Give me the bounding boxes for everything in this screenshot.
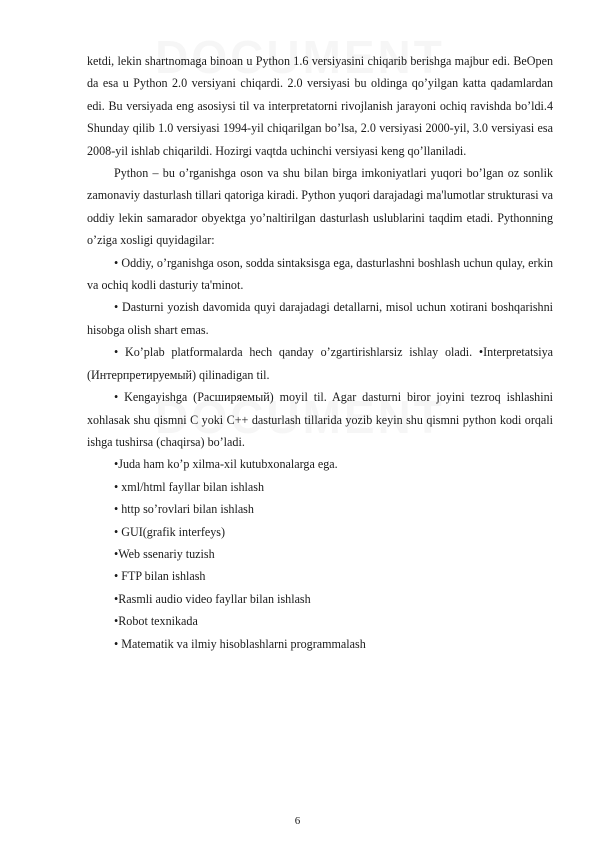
list-item-ftp: • FTP bilan ishlash [114,569,206,584]
paragraph-python-versions: ketdi, lekin shartnomaga binoan u Python 1.6 versiyasini chiqarib berishga majbur edi. BeOpen da esa u Python 2.0 versiyani chiqardi. 2.0 versiyasi bu oldinga qo’yilgan katta qadamlardan edi. Bu versiyada eng asosiysi til va interpretatorni rivojlanish jarayoni ochiq ravishda bo’ldi.4 Shunday qilib 1.0 versiyasi 1994-yil chiqarilgan bo’lsa, 2.0 versiyasi 2000-yil, 3.0 versiyasi esa 2008-yil ishlab chiqarildi. Hozirgi vaqtda uchinchi versiyasi keng qo’llaniladi. [87,54,553,158]
paragraph-feature-simple: • Oddiy, o’rganishga oson, sodda sintaksisga ega, dasturlashni boshlash uchun qulay, erkin va ochiq kodli dasturiy ta'minot. [87,255,553,293]
list-item-scientific-computing: • Matematik va ilmiy hisoblashlarni programmalash [114,636,366,651]
list-item-gui: • GUI(grafik interfeys) [114,524,226,539]
paragraph-python-intro: Python – bu o’rganishga oson va shu bilan birga imkoniyatlari yuqori bo’lgan oz sonlik zamonaviy dasturlash tillari qatoriga kiradi. Python yuqori darajadagi ma'lumotlar strukturasi va oddiy lekin samarador obyektga yo’naltirilgan dasturlash uslublarini taqdim etadi. Pythonning o’ziga xosligi quyidagilar: [87,166,553,248]
list-item-media-files: •Rasmli audio video fayllar bilan ishlash [114,591,311,606]
list-item-web-scripts: •Web ssenariy tuzish [114,546,215,561]
paragraph-feature-memory: • Dasturni yozish davomida quyi darajadagi detallarni, misol uchun xotirani boshqarishni hisobga olish shart emas. [87,300,553,337]
paragraph-feature-crossplatform: • Ko’plab platformalarda hech qanday o’zgartirishlarsiz ishlay oladi. •Interpretatsiya (Интерпретируемый) qilinadigan til. [87,345,553,382]
page-number: 6 [294,815,301,827]
list-item-robotics: •Robot texnikada [114,614,198,629]
page-body [87,50,553,655]
list-item-xml-html: • xml/html fayllar bilan ishlash [114,479,265,494]
list-item-libraries: •Juda ham ko’p xilma-xil kutubxonalarga ega. [114,457,338,472]
paragraph-feature-extensible: • Kengayishga (Расширяемый) moyil til. Agar dasturni biror joyini tezroq ishlashini xohlasak shu qismni C yoki C++ dasturlash tillarida yozib keyin shu qismni python kodi orqali ishga tushirsa (chaqirsa) bo’ladi. [87,390,553,449]
list-item-http: • http so’rovlari bilan ishlash [114,502,254,517]
